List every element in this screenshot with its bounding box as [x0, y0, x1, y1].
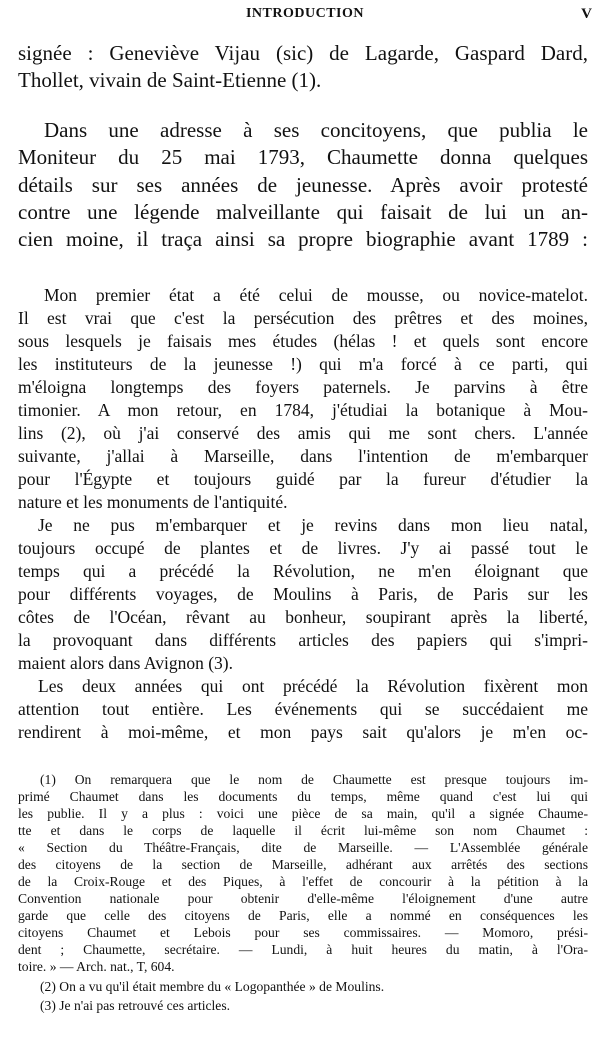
text-line: cien moine, il traça ainsi sa propre biographie avant 1789 : — [18, 227, 588, 251]
footnote-line: Convention nationale pour obtenir d'elle-même l'éloignement d'une autre — [18, 891, 588, 906]
text-line: pour différents voyages, de Moulins à Paris, de Paris sur les — [18, 584, 588, 604]
footnote-line: citoyens Chaumet et Lebois pour ses commissaires. — Momoro, prési- — [18, 925, 588, 940]
text-line: côtes de l'Océan, rêvant au bonheur, soupirant après la liberté, — [18, 607, 588, 627]
text-line: pour l'Égypte et toujours guidé par la fureur d'étudier la — [18, 469, 588, 489]
text-line: suivante, j'allai à Marseille, dans l'intention de m'embarquer — [18, 446, 588, 466]
footnote-line: (3) Je n'ai pas retrouvé ces articles. — [40, 998, 231, 1013]
page-number: V — [581, 6, 592, 22]
page-header — [18, 6, 592, 28]
footnote-line: tte et dans le corps de laquelle il écrit lui-même son nom Chaumet : — [18, 823, 588, 838]
text-line: Je ne pus m'embarquer et je revins dans mon lieu natal, — [38, 515, 588, 535]
text-line: toujours occupé de plantes et de livres. J'y ai passé tout le — [18, 538, 588, 558]
footnote-line: de la Croix-Rouge et des Piques, à l'effet de concourir à la pétition à la — [18, 874, 588, 889]
footnote-line: garde que celle des citoyens de Paris, elle a nommé en conséquences les — [18, 908, 588, 923]
footnote-line: « Section du Théâtre-Français, dite de Marseille. — L'Assemblée générale — [18, 840, 588, 855]
text-line: maient alors dans Avignon (3). — [18, 653, 233, 673]
text-line: m'éloigna longtemps des foyers paternels. Je parvins à être — [18, 377, 588, 397]
running-title: INTRODUCTION — [245, 6, 364, 21]
text-line: les instituteurs de la jeunesse !) qui m'a forcé à ce parti, qui — [18, 354, 588, 374]
footnote-line: des citoyens de la section de Marseille, adhérant aux arrêtés des sections — [18, 857, 588, 872]
text-line: timonier. A mon retour, en 1784, j'étudiai la botanique à Mou- — [18, 400, 588, 420]
text-line: Thollet, vivain de Saint-Etienne (1). — [18, 68, 322, 92]
footnote-line: toire. » — Arch. nat., T, 604. — [18, 959, 175, 974]
text-line: Moniteur du 25 mai 1793, Chaumette donna quelques — [18, 145, 588, 169]
text-line: temps qui a précédé la Révolution, ne m'en éloignant que — [18, 561, 588, 581]
footnote-line: les publie. Il y a plus : voici une pièce de sa main, qu'il a signée Chaume- — [18, 806, 588, 821]
footnote-line: (1) On remarquera que le nom de Chaumette est presque toujours im- — [40, 772, 588, 787]
text-line: Il est vrai que c'est la persécution des prêtres et des moines, — [18, 308, 588, 328]
text-line: rendirent à moi-même, et mon pays sait qu'alors je m'en oc- — [18, 722, 588, 742]
text-line: signée : Geneviève Vijau (sic) de Lagarde, Gaspard Dard, — [18, 41, 588, 65]
text-line: lins (2), où j'ai conservé des amis qui me sont chers. L'année — [18, 423, 588, 443]
text-line: Mon premier état a été celui de mousse, ou novice-matelot. — [44, 285, 588, 305]
footnote-line: primé Chaumet dans les documents du temps, même quand c'est lui qui — [18, 789, 588, 804]
footnote-line: (2) On a vu qu'il était membre du « Logopanthée » de Moulins. — [40, 979, 385, 994]
text-line: la provoquant dans différents articles des papiers qui s'impri- — [18, 630, 588, 650]
text-line: détails sur ses années de jeunesse. Après avoir protesté — [18, 173, 588, 197]
text-line: sous lesquels je faisais mes études (hélas ! et quels sont encore — [18, 331, 588, 351]
text-line: Les deux années qui ont précédé la Révolution fixèrent mon — [38, 676, 588, 696]
text-line: attention tout entière. Les événements qui se succédaient me — [18, 699, 588, 719]
text-line: nature et les monuments de l'antiquité. — [18, 492, 288, 512]
text-line: Dans une adresse à ses concitoyens, que publia le — [44, 118, 588, 142]
footnote-line: dent ; Chaumette, secrétaire. — Lundi, à huit heures du matin, à l'Ora- — [18, 942, 588, 957]
text-line: contre une légende malveillante qui faisait de lui un an- — [18, 200, 588, 224]
